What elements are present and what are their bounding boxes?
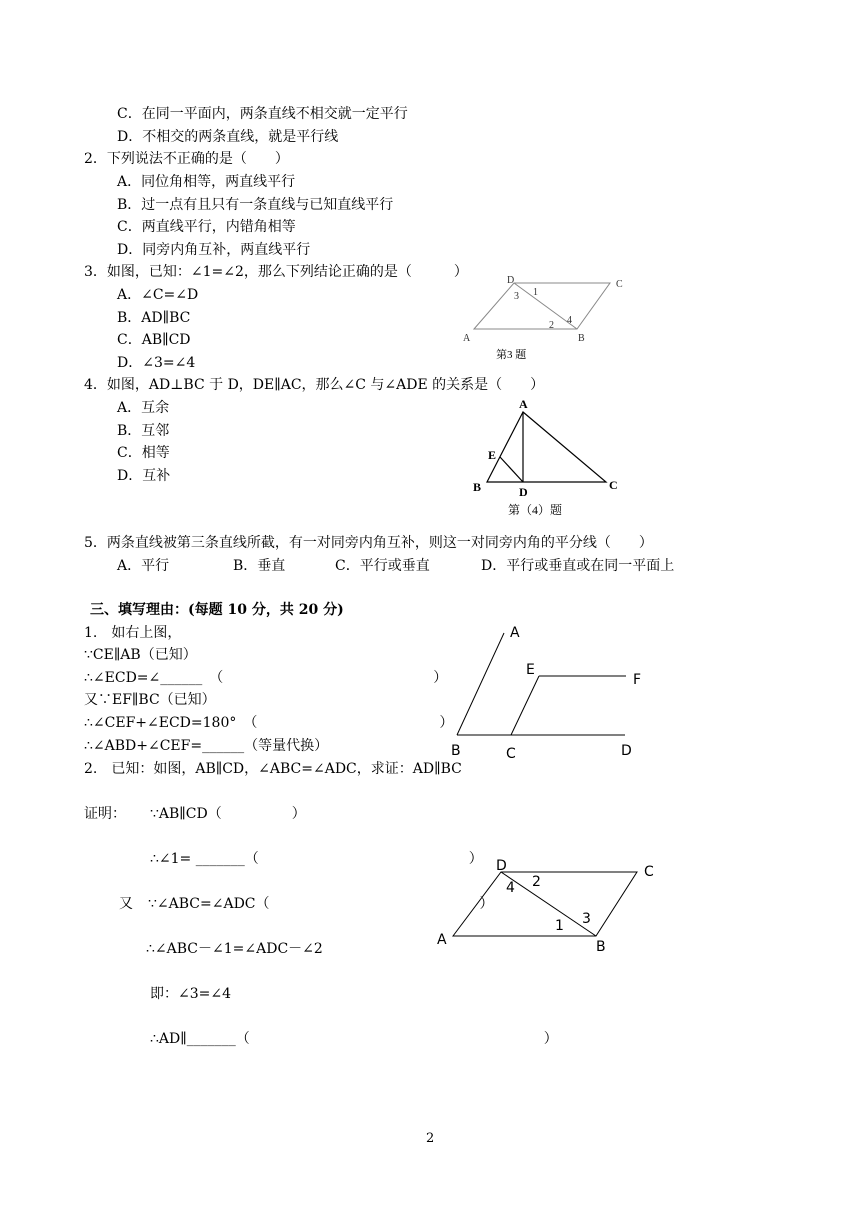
s3p1-label-A: A (510, 625, 520, 641)
s3p1-line-BA (457, 633, 504, 735)
s3p2-label-B: B (596, 939, 606, 955)
s3p2-label-C: C (644, 864, 654, 880)
q3-stem: 3．如图，已知：∠1=∠2，那么下列结论正确的是（ ） (84, 264, 468, 280)
q4-label-B: B (473, 480, 482, 494)
q2-option-c: C．两直线平行，内错角相等 (117, 219, 296, 235)
q4-caption: 第（4）题 (508, 503, 563, 517)
q3-label-D: D (507, 275, 515, 286)
s3p1-figure (457, 633, 626, 735)
s3p2-line3-prefix: 又 (119, 896, 133, 912)
q4-option-d: D．互补 (117, 468, 171, 484)
q3-label-2: 2 (549, 320, 554, 331)
q4-label-C: C (609, 478, 618, 492)
s3p2-line4: ∴∠ABC－∠1=∠ADC－∠2 (146, 941, 323, 957)
s3p2-label-3: 3 (582, 911, 591, 927)
q3-label-C: C (616, 279, 623, 290)
q3-figure (474, 283, 610, 329)
q3-label-1: 1 (533, 287, 538, 298)
s3p1-line2: ∵CE∥AB（已知） (84, 647, 197, 663)
q3-parallelogram (474, 283, 610, 329)
s3p1-line-CE (511, 676, 539, 735)
s3p1-line6: ∴∠ABD+∠CEF=______（等量代换） (84, 738, 329, 754)
s3p2-label-4: 4 (506, 880, 515, 896)
s3p2-line6: ∴AD∥_______（ ） (150, 1031, 558, 1047)
q3-option-b: B．AD∥BC (117, 310, 191, 326)
q2-option-b: B．过一点有且只有一条直线与已知直线平行 (117, 197, 394, 213)
s3p1-line1: 1. 如右上图， (84, 625, 182, 641)
q1-option-c: C．在同一平面内，两条直线不相交就一定平行 (117, 106, 408, 122)
q5-stem: 5．两条直线被第三条直线所截，有一对同旁内角互补，则这一对同旁内角的平分线（ ） (84, 535, 653, 551)
q4-label-E: E (488, 448, 497, 462)
s3p2-label-1: 1 (555, 918, 564, 934)
q3-option-d: D．∠3=∠4 (117, 355, 196, 371)
s3p2-stem: 2. 已知：如图，AB∥CD，∠ABC=∠ADC，求证：AD∥BC (84, 761, 462, 777)
q3-option-a: A．∠C=∠D (117, 287, 199, 303)
q3-caption: 第3 题 (496, 349, 527, 361)
s3p2-proof-label: 证明： (84, 806, 126, 822)
s3p2-line3: ∵∠ABC=∠ADC（ ） (148, 896, 494, 912)
q5-option-d: D．平行或垂直或在同一平面上 (481, 558, 675, 574)
s3p1-label-B: B (451, 743, 461, 759)
s3p1-line5: ∴∠CEF+∠ECD=180° （ ） (84, 715, 454, 731)
s3p2-label-2: 2 (532, 874, 541, 890)
q3-label-B: B (578, 333, 585, 344)
s3p2-line2: ∴∠1= _______（ ） (150, 851, 483, 867)
q3-option-c: C．AB∥CD (117, 332, 191, 348)
q4-segment-DE (500, 457, 523, 482)
q2-option-a: A．同位角相等，两直线平行 (117, 174, 296, 190)
s3p2-parallelogram (453, 872, 637, 936)
s3p2-label-D: D (496, 858, 507, 874)
s3p1-label-C: C (506, 746, 516, 762)
s3p1-line3: ∴∠ECD=∠______ （ ） (84, 670, 448, 686)
q5-option-b: B．垂直 (233, 558, 286, 574)
s3p2-line5: 即：∠3=∠4 (150, 986, 232, 1002)
q3-label-3: 3 (514, 291, 519, 302)
q2-stem: 2．下列说法不正确的是（ ） (84, 151, 289, 167)
q1-option-d: D．不相交的两条直线，就是平行线 (117, 129, 339, 145)
s3p1-label-D: D (621, 743, 632, 759)
section3-heading: 三、填写理由：(每题 10 分，共 20 分) (90, 602, 344, 618)
q2-option-d: D．同旁内角互补，两直线平行 (117, 242, 311, 258)
q4-figure (487, 412, 606, 482)
q5-option-c: C．平行或垂直 (335, 558, 430, 574)
s3p2-label-A: A (437, 932, 447, 948)
s3p1-label-F: F (633, 672, 642, 688)
q4-triangle (487, 412, 606, 482)
s3p2-line1: ∵AB∥CD（ ） (150, 806, 306, 822)
q4-stem: 4．如图，AD⊥BC 于 D，DE∥AC，那么∠C 与∠ADE 的关系是（ ） (84, 377, 545, 393)
q4-option-a: A．互余 (117, 400, 170, 416)
q4-option-b: B．互邻 (117, 423, 170, 439)
q4-label-A: A (519, 397, 528, 411)
s3p1-label-E: E (526, 662, 535, 678)
q4-option-c: C．相等 (117, 445, 170, 461)
page-number: 2 (426, 1131, 435, 1146)
s3p1-line4: 又∵EF∥BC（已知） (84, 692, 216, 708)
s3p2-figure (453, 872, 637, 936)
q5-option-a: A．平行 (117, 558, 170, 574)
q4-label-D: D (519, 485, 528, 499)
q3-label-4: 4 (567, 315, 572, 326)
q3-label-A: A (463, 333, 471, 344)
